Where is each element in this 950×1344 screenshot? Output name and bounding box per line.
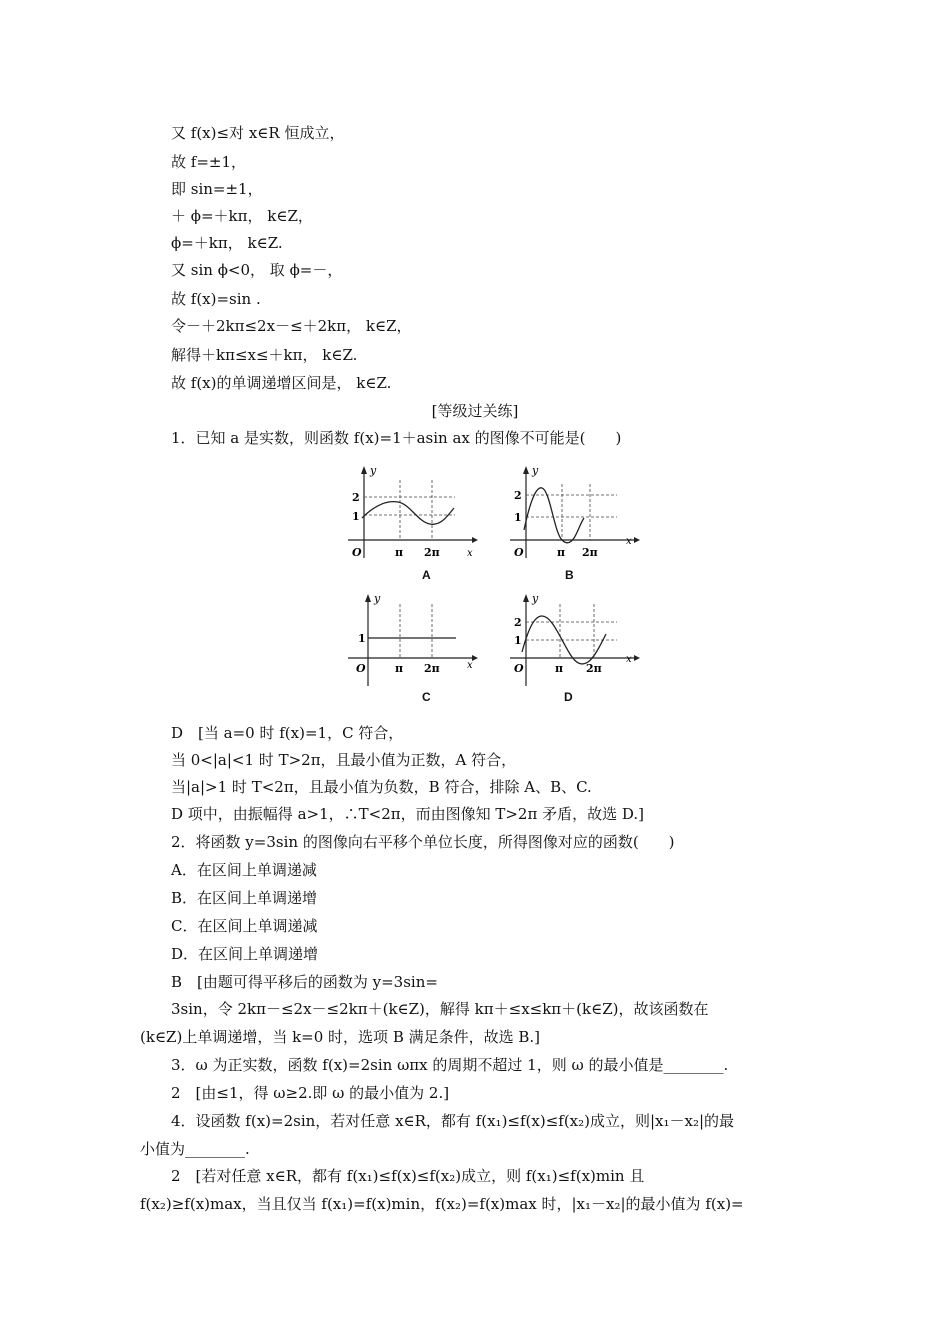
y-axis-label: y bbox=[370, 464, 377, 477]
tick-label: 2π bbox=[424, 662, 440, 675]
question-1: 1．已知 a 是实数，则函数 f(x)=1＋asin ax 的图像不可能是( ) bbox=[171, 429, 622, 447]
x-axis-label: x bbox=[467, 660, 473, 671]
tick-label: 1 bbox=[514, 511, 522, 524]
text-line: 又 sin ϕ<0， 取 ϕ=－， bbox=[171, 261, 343, 279]
tick-label: 2 bbox=[514, 489, 522, 502]
question-3: 3．ω 为正实数，函数 f(x)=2sin ωπx 的周期不超过 1，则 ω 的最小值是________. bbox=[171, 1056, 729, 1074]
text-line: 故 f=±1， bbox=[171, 153, 247, 171]
answer-line: D [当 a=0 时 f(x)=1，C 符合， bbox=[171, 724, 404, 742]
option-a: A．在区间上单调递减 bbox=[171, 861, 317, 879]
answer-line: 2 [若对任意 x∈R，都有 f(x₁)≤f(x)≤f(x₂)成立，则 f(x₁)≤f(x)min 且 bbox=[171, 1167, 645, 1185]
text-line: 故 f(x)=sin . bbox=[171, 290, 261, 308]
graph-caption: B bbox=[565, 568, 574, 582]
tick-label: 2 bbox=[514, 616, 522, 629]
graph-c bbox=[340, 590, 480, 690]
x-axis-label: x bbox=[626, 654, 632, 665]
origin-label: O bbox=[352, 546, 362, 559]
origin-label: O bbox=[514, 662, 524, 675]
answer-line: 2 [由≤1，得 ω≥2.即 ω 的最小值为 2.] bbox=[171, 1084, 450, 1102]
y-axis-label: y bbox=[532, 592, 539, 605]
answer-line: 3sin，令 2kπ－≤2x－≤2kπ＋(k∈Z)，解得 kπ＋≤x≤kπ＋(k∈Z)，故该函数在 bbox=[171, 1000, 709, 1018]
graph-b bbox=[502, 462, 642, 562]
tick-label: 1 bbox=[358, 632, 366, 645]
answer-line: 当 0<|a|<1 时 T>2π，且最小值为正数，A 符合， bbox=[171, 751, 517, 769]
y-axis-label: y bbox=[374, 592, 381, 605]
option-c: C．在区间上单调递减 bbox=[171, 917, 318, 935]
question-2: 2．将函数 y=3sin 的图像向右平移个单位长度，所得图像对应的函数( ) bbox=[171, 833, 675, 851]
tick-label: π bbox=[395, 662, 404, 675]
graph-caption: C bbox=[422, 690, 431, 704]
option-b: B．在区间上单调递增 bbox=[171, 889, 318, 907]
tick-label: 2π bbox=[586, 662, 602, 675]
y-axis-label: y bbox=[532, 464, 539, 477]
text-line: 故 f(x)的单调递增区间是， k∈Z. bbox=[171, 374, 392, 392]
origin-label: O bbox=[514, 546, 524, 559]
question-4-cont: 小值为________. bbox=[140, 1140, 250, 1158]
text-line: 解得＋kπ≤x≤＋kπ， k∈Z. bbox=[171, 346, 358, 364]
tick-label: π bbox=[557, 546, 566, 559]
x-axis-label: x bbox=[626, 536, 632, 547]
tick-label: π bbox=[555, 662, 564, 675]
graph-d bbox=[502, 590, 642, 690]
tick-label: π bbox=[395, 546, 404, 559]
text-line: ϕ=＋kπ， k∈Z. bbox=[171, 234, 283, 252]
x-axis-label: x bbox=[467, 548, 473, 559]
tick-label: 2π bbox=[424, 546, 440, 559]
tick-label: 1 bbox=[514, 634, 522, 647]
text-line: ＋ ϕ=＋kπ， k∈Z， bbox=[171, 207, 313, 225]
section-title: [等级过关练] bbox=[431, 402, 519, 420]
answer-line: (k∈Z)上单调递增，当 k=0 时，选项 B 满足条件，故选 B.] bbox=[140, 1028, 541, 1046]
answer-line: B [由题可得平移后的函数为 y=3sin= bbox=[171, 973, 438, 991]
graph-caption: D bbox=[564, 690, 573, 704]
tick-label: 1 bbox=[352, 510, 360, 523]
graph-caption: A bbox=[422, 568, 431, 582]
text-line: 又 f(x)≤对 x∈R 恒成立， bbox=[171, 124, 345, 142]
tick-label: 2π bbox=[582, 546, 598, 559]
answer-line: D 项中，由振幅得 a>1，∴T<2π，而由图像知 T>2π 矛盾，故选 D.] bbox=[171, 805, 644, 823]
question-4: 4．设函数 f(x)=2sin，若对任意 x∈R，都有 f(x₁)≤f(x)≤f(x₂)成立，则|x₁－x₂|的最 bbox=[171, 1112, 735, 1130]
text-line: 即 sin=±1， bbox=[171, 180, 263, 198]
origin-label: O bbox=[356, 662, 366, 675]
answer-line: 当|a|>1 时 T<2π，且最小值为负数，B 符合，排除 A、B、C. bbox=[171, 778, 592, 796]
option-d: D．在区间上单调递增 bbox=[171, 945, 319, 963]
answer-line: f(x₂)≥f(x)max，当且仅当 f(x₁)=f(x)min，f(x₂)=f(x)max 时，|x₁－x₂|的最小值为 f(x)= bbox=[140, 1195, 744, 1213]
graph-a bbox=[340, 462, 480, 562]
tick-label: 2 bbox=[352, 491, 360, 504]
text-line: 令－＋2kπ≤2x－≤＋2kπ， k∈Z， bbox=[171, 317, 412, 335]
